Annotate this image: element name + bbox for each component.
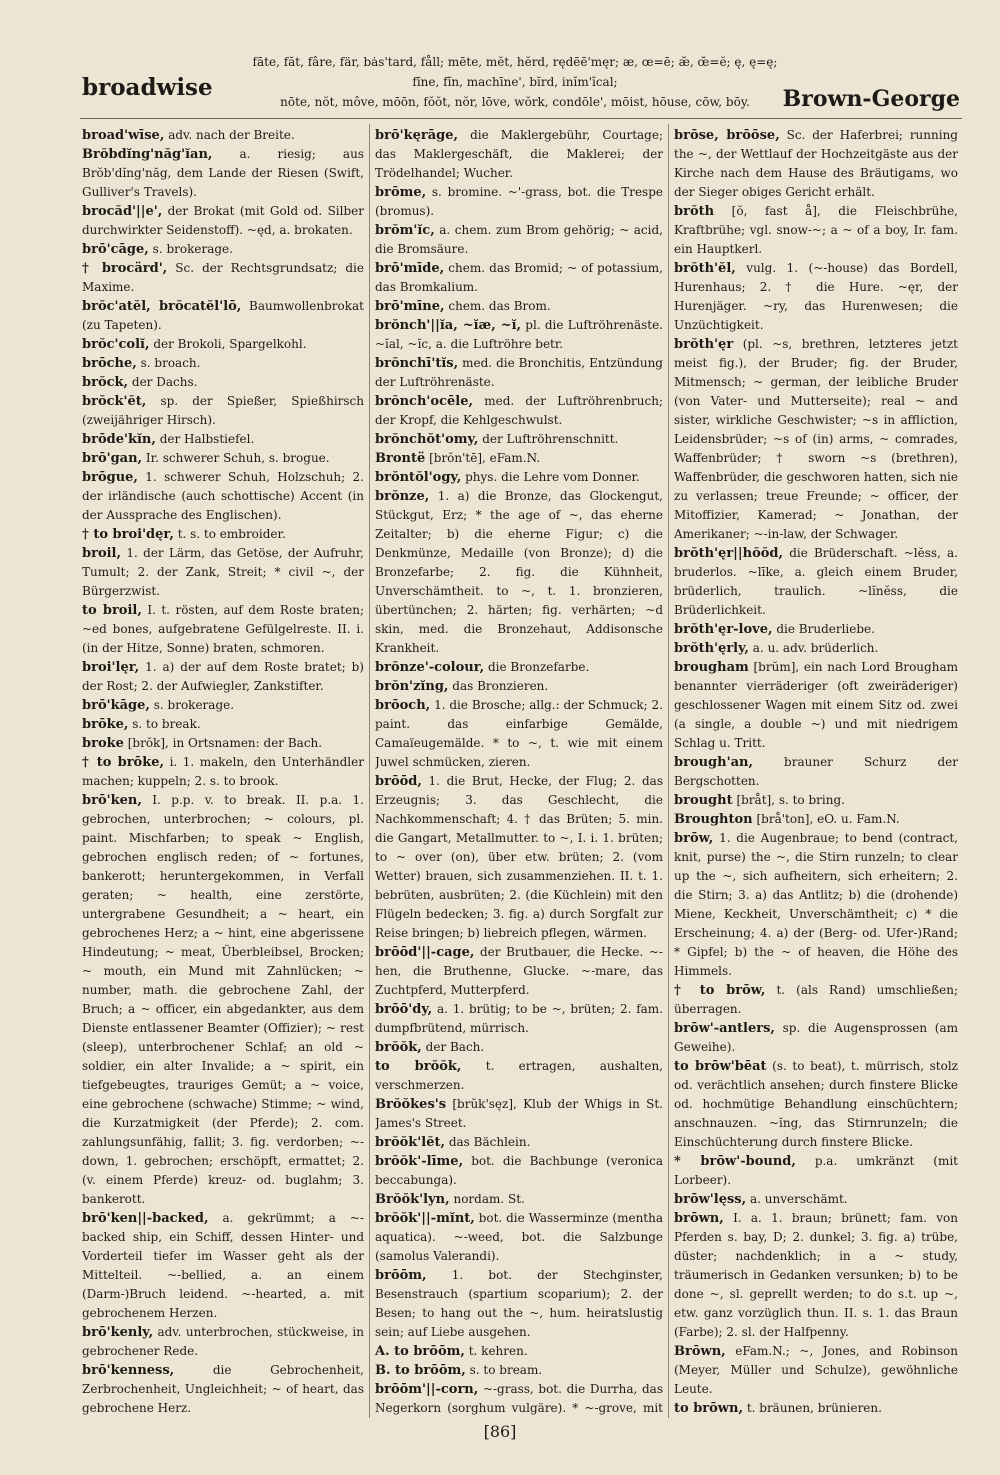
dictionary-entry: [674, 791, 958, 810]
entry-definition: 1. a) die Bronze, das Glockengut, Stückgut, Erz; * the age of ~, das eherne Zeitalter; b) die eherne Figur; c) die Denkmünze, Medaille (von Bronze); d) die Bronzefarbe; 2. fig. die Kühnheit, Unverschämtheit. to ~, t. 1. bronzieren, übertünchen; 2. härten; fig. verhärten; ~d skin, med. die Bronzehaut, Addisonsche Krankheit.: [375, 489, 663, 655]
entry-headword: brŏc'atĕl, brŏcatĕl'lō,: [82, 299, 242, 314]
entry-definition: t. s. to embroider.: [177, 527, 286, 541]
entry-definition: a. gekrümmt; a ~-backed ship, ein Schiff, dessen Hinter- und Vorderteil tiefer im Wasser geht als der Mittelteil. ~-bellied, a. an einem (Darm-)Bruch leidend. ~-hearted, a. mit gebrochenem Herzen.: [82, 1211, 364, 1320]
dictionary-entry: [375, 1361, 663, 1380]
entry-headword: brōw'-antlers,: [674, 1021, 775, 1036]
entry-definition: t. bräunen, brünieren.: [746, 1401, 882, 1415]
entry-definition: der Brokat (mit Gold od. Silber durchwirkter Seidenstoff). ~ęd, a. brokaten.: [82, 204, 364, 237]
entry-definition: s. to bream.: [469, 1363, 543, 1377]
entry-headword: brōōm,: [375, 1268, 427, 1283]
dictionary-entry: [82, 373, 364, 392]
dictionary-entry: [82, 126, 364, 145]
running-head-left: broadwise: [82, 74, 213, 101]
dictionary-entry: [375, 1038, 663, 1057]
dictionary-entry: [674, 544, 958, 620]
dictionary-entry: [82, 392, 364, 430]
entry-headword: brŏnze,: [375, 489, 430, 504]
entry-definition: 1. die Brosche; allg.: der Schmuck; 2. paint. das einfarbige Gemälde, Camaïeugemälde. * to ~, t. wie mit einem Juwel schmücken, zieren.: [375, 698, 663, 769]
entry-definition: das Bronzieren.: [452, 679, 549, 693]
dictionary-entry: [82, 525, 364, 544]
entry-headword: brougham: [674, 660, 749, 675]
entry-definition: 1. bot. der Stechginster, Besenstrauch (spartium scoparium); 2. der Besen; to hang out the ~, hum. heiratslustig sein; auf Liebe ausgehen.: [375, 1268, 663, 1339]
dictionary-entry: [375, 449, 663, 468]
entry-definition: phys. die Lehre vom Donner.: [465, 470, 640, 484]
column-3: [674, 126, 958, 1416]
dictionary-entry: [82, 696, 364, 715]
entry-definition: der Luftröhrenschnitt.: [482, 432, 619, 446]
entry-headword: brōōm'||-corn,: [375, 1382, 479, 1397]
entry-definition: der Brutbauer, die Hecke. ~-hen, die Bruthenne, Glucke. ~-mare, das Zuchtpferd, Mutterpferd.: [375, 945, 663, 997]
dictionary-entry: [375, 1095, 663, 1133]
entry-headword: Brŏbdĭng'năg'ĭan,: [82, 147, 213, 162]
entry-definition: s. bromine. ~'-grass, bot. die Trespe (bromus).: [375, 185, 663, 218]
entry-headword: brŏŏk'||-mĭnt,: [375, 1211, 475, 1226]
dictionary-entry: [674, 1019, 958, 1057]
dictionary-entry: [82, 544, 364, 601]
dictionary-entry: [674, 259, 958, 335]
entry-headword: brōse, brōōse,: [674, 128, 780, 143]
entry-headword: broke: [82, 736, 124, 751]
entry-definition: vulg. 1. (~-house) das Bordell, Hurenhaus; 2. † die Hure. ~ęr, der Hurenjäger. ~ry, das Hurenwesen; die Unzüchtigkeit.: [674, 261, 958, 332]
dictionary-entry: [82, 791, 364, 1209]
entry-definition: 1. schwerer Schuh, Holzschuh; 2. der irländische (auch schottische) Accent (in der Aussprache des Englischen).: [82, 470, 364, 522]
entry-definition: med. der Luftröhrenbruch; der Kropf, die Kehlgeschwulst.: [375, 394, 663, 427]
entry-headword: to brōwn,: [674, 1401, 743, 1416]
dictionary-entry: [674, 639, 958, 658]
dictionary-entry: [82, 145, 364, 202]
entry-headword: brō'ken||-backed,: [82, 1211, 209, 1226]
entry-definition: bot. die Wasserminze (mentha aquatica). ~-weed, bot. die Salzbunge (samolus Valerandi).: [375, 1211, 663, 1263]
entry-definition: I. t. rösten, auf dem Roste braten; ~ed bones, aufgebratene Gefülgelreste. II. i. (in der Hitze, Sonne) braten, schmoren.: [82, 603, 364, 655]
entry-definition: a. unverschämt.: [749, 1192, 848, 1206]
entry-headword: broad'wīse,: [82, 128, 165, 143]
dictionary-entry: [375, 259, 663, 297]
entry-headword: brŏth'ęr||hŏŏd,: [674, 546, 784, 561]
dictionary-entry: [674, 829, 958, 981]
entry-headword: brŏth'ęr: [674, 337, 734, 352]
dictionary-entry: [82, 734, 364, 753]
dictionary-entry: [82, 1361, 364, 1416]
dictionary-entry: [674, 335, 958, 544]
entry-headword: brōde'kĭn,: [82, 432, 156, 447]
entry-definition: (pl. ~s, brethren, letzteres jetzt meist fig.), der Bruder; fig. der Bruder, Mitmensch; ~ german, der leibliche Bruder (von Vater- und Mutterseite); real ~ and sister, wirkliche Geschwister; ~s in affliction, Leidensbrüder; ~s of (in) arms, ~ comrades, Waffenbrüder; † sworn ~s (brethren), Waffenbrüder, die geschworen hatten, sich nie zu verlassen; treue Freunde; ~ officer, der Mitoffizier, Kamerad; ~ Jonathan, der Amerikaner; ~-in-law, der Schwager.: [674, 337, 958, 541]
dictionary-entry: [375, 1342, 663, 1361]
dictionary-entry: [375, 297, 663, 316]
entry-headword: A. to brōōm,: [375, 1344, 465, 1359]
entry-headword: brōche,: [82, 356, 137, 371]
entry-definition: a. riesig; aus Brŏb'dĭng'năg, dem Lande der Riesen (Swift, Gulliver's Travels).: [82, 147, 364, 199]
entry-definition: die Brüderschaft. ~lĕss, a. bruderlos. ~līke, a. gleich einem Bruder, brüderlich, traulich. ~lĭnĕss, die Brüderlichkeit.: [674, 546, 958, 617]
dictionary-entry: [375, 1209, 663, 1266]
entry-definition: (s. to beat), t. mürrisch, stolz od. verächtlich ansehen; durch finstere Blicke od. hochmütige Behandlung einschüchtern; anschnauzen. ~ĭng, das Stirnrunzeln; die Einschüchterung durch finstere Blicke.: [674, 1059, 958, 1149]
entry-headword: brō'mīne,: [375, 299, 445, 314]
dictionary-entry: [375, 1057, 663, 1095]
dictionary-entry: [375, 1266, 663, 1342]
entry-definition: der Halbstiefel.: [159, 432, 255, 446]
dictionary-entry: [82, 658, 364, 696]
entry-headword: * brōw'-bound,: [674, 1154, 796, 1169]
entry-headword: brō'cāge,: [82, 242, 149, 257]
entry-headword: brō'gan,: [82, 451, 143, 466]
entry-definition: Sc. der Rechtsgrundsatz; die Maxime.: [82, 261, 364, 294]
entry-definition: I. p.p. v. to break. II. p.a. 1. gebrochen, unterbrochen; ~ colours, pl. paint. Mischfarben; to speak ~ English, gebrochen englisch reden; of ~ fortunes, bankerott; heruntergekommen, in Verfall geraten; ~ health, eine zerstörte, untergrabene Gesundheit; a ~ heart, ein gebrochenes Herz; a ~ hint, eine abgerissene Hindeutung; ~ meat, Überbleibsel, Brocken; ~ mouth, ein Mund mit Zahnlücken; ~ number, math. die gebrochene Zahl, der Bruch; a ~ officer, ein abgedankter, aus dem Dienste entlassener Beamter (Offizier); ~ rest (sleep), unterbrochener Schlaf; an old ~ soldier, ein alter Invalide; a ~ spirit, ein tiefgebeugtes, trauriges Gemüt; a ~ voice, eine gebrochene (schwache) Stimme; ~ wind, die Kurzatmigkeit (der Pferde); 2. com. zahlungsunfähig, fallit; 3. fig. verdorben; ~-down, 1. gebrochen; erschöpft, ermattet; 2. (v. einem Pferde) kreuz- od. buglahm; 3. bankerott.: [82, 793, 364, 1206]
dictionary-entry: [82, 715, 364, 734]
entry-definition: 1. die Augenbraue; to bend (contract, knit, purse) the ~, die Stirn runzeln; to clear up the ~, sich aufheitern, sich erheitern; 2. die Stirn; 3. a) das Antlitz; b) die (drohende) Miene, Keckheit, Unverschämtheit; c) * die Erscheinung; 4. a) der (Berg- od. Ufer-)Rand; * Gipfel; b) the ~ of heaven, die Höhe des Himmels.: [674, 831, 958, 978]
dictionary-entry: [82, 1323, 364, 1361]
entry-definition: der Bach.: [425, 1040, 485, 1054]
dictionary-entry: [82, 297, 364, 335]
entry-definition: 1. a) der auf dem Roste bratet; b) der Rost; 2. der Aufwiegler, Zankstifter.: [82, 660, 364, 693]
dictionary-entry: [375, 354, 663, 392]
dictionary-entry: [375, 392, 663, 430]
entry-headword: † to brōw,: [674, 983, 766, 998]
dictionary-entry: [674, 981, 958, 1019]
entry-headword: brŏnch'ocēle,: [375, 394, 474, 409]
dictionary-entry: [674, 1342, 958, 1399]
entry-headword: brō'kęrāge,: [375, 128, 459, 143]
dictionary-entry: [82, 601, 364, 658]
entry-definition: adv. nach der Breite.: [168, 128, 295, 142]
entry-headword: Brŏŏkes's: [375, 1097, 447, 1112]
entry-headword: brŏnchŏt'omy,: [375, 432, 479, 447]
entry-headword: brŏn'zĭng,: [375, 679, 449, 694]
dictionary-entry: [375, 126, 663, 183]
entry-headword: brŏm'ĭc,: [375, 223, 435, 238]
entry-definition: die Gebrochenheit, Zerbrochenheit, Ungleichheit; ~ of heart, das gebrochene Herz.: [82, 1363, 364, 1415]
entry-definition: Baumwollenbrokat (zu Tapeten).: [82, 299, 364, 332]
entry-definition: p.a. umkränzt (mit Lorbeer).: [674, 1154, 958, 1187]
dictionary-entry: [674, 1152, 958, 1190]
entry-definition: 1. der Lärm, das Getöse, der Aufruhr, Tumult; 2. der Zank, Streit; * civil ~, der Bürgerzwist.: [82, 546, 364, 598]
entry-headword: Brōwn,: [674, 1344, 726, 1359]
pronunciation-key-line: fīne, fĭn, machīne', bĭrd, inĭm'ĭcal;: [412, 75, 618, 89]
entry-definition: a. u. adv. brüderlich.: [752, 641, 879, 655]
dictionary-entry: [674, 202, 958, 259]
entry-definition: chem. das Brom.: [448, 299, 551, 313]
dictionary-entry: [375, 772, 663, 943]
entry-definition: [brŭk'sęz], Klub der Whigs in St. James's Street.: [375, 1097, 663, 1130]
entry-definition: [brŏn'tē], eFam.N.: [429, 451, 541, 465]
entry-headword: to broil,: [82, 603, 142, 618]
entry-definition: [brŏk], in Ortsnamen: der Bach.: [127, 736, 323, 750]
entry-headword: to brōw'bēat: [674, 1059, 767, 1074]
dictionary-entry: [375, 1380, 663, 1416]
entry-definition: med. die Bronchitis, Entzündung der Luftröhrenäste.: [375, 356, 663, 389]
entry-definition: [brå'ton], eO. u. Fam.N.: [756, 812, 900, 826]
dictionary-entry: [674, 753, 958, 791]
entry-definition: 1. die Brut, Hecke, der Flug; 2. das Erzeugnis; 3. das Geschlecht, die Nachkommenschaft; 4. † das Brüten; 5. min. die Gangart, Metallmutter. to ~, I. i. 1. brüten; to ~ over (on), über etw. brüten; 2. (vom Wetter) brauen, sich zusammenziehen. II. t. 1. bebrüten, ausbrüten; 2. (die Küchlein) mit den Flügeln bedecken; 3. fig. a) durch Sorgfalt zur Reise bringen; b) liebreich pflegen, wärmen.: [375, 774, 663, 940]
entry-headword: Brontë: [375, 451, 426, 466]
dictionary-entry: [674, 1190, 958, 1209]
entry-headword: brōō'dy,: [375, 1002, 433, 1017]
entry-headword: brŏth'ęr-love,: [674, 622, 773, 637]
entry-headword: brŏth'ĕl,: [674, 261, 736, 276]
entry-definition: sp. die Augensprossen (am Geweihe).: [674, 1021, 958, 1054]
entry-definition: adv. unterbrochen, stückweise, in gebrochener Rede.: [82, 1325, 364, 1358]
pronunciation-key-line: nōte, nŏt, môve, mōōn, fŏŏt, nŏr, lōve, wŏrk, condōle', mōist, hōuse, cōw, bōy.: [280, 95, 750, 109]
pronunciation-key-line: fāte, făt, fâre, fär, bȧs'tard, fåll; mēte, mĕt, hĕrd, rędēē'męr; æ, œ=ē; æ̆, œ̆=ĕ; ę, ę=ę;: [252, 55, 778, 69]
entry-definition: t. ertragen, aushalten, verschmerzen.: [375, 1059, 663, 1092]
entry-headword: Brŏŏk'lyn,: [375, 1192, 450, 1207]
entry-headword: brŏŏk'-līme,: [375, 1154, 464, 1169]
entry-definition: t. (als Rand) umschließen; überragen.: [674, 983, 958, 1016]
dictionary-entry: [375, 468, 663, 487]
entry-headword: brōme,: [375, 185, 427, 200]
entry-definition: die Bruderliebe.: [776, 622, 875, 636]
entry-definition: die Maklergebühr, Courtage; das Maklergeschäft, die Maklerei; der Trödelhandel; Wucher.: [375, 128, 663, 180]
entry-headword: broil,: [82, 546, 122, 561]
dictionary-entry: [82, 1209, 364, 1323]
entry-headword: brōw,: [674, 831, 714, 846]
entry-headword: brŏnze'-colour,: [375, 660, 485, 675]
entry-headword: brocăd'||e',: [82, 204, 163, 219]
entry-definition: i. 1. makeln, den Unterhändler machen; kuppeln; 2. s. to brook.: [82, 755, 364, 788]
dictionary-entry: [82, 259, 364, 297]
entry-headword: Broughton: [674, 812, 753, 827]
entry-headword: brŏnchī'tĭs,: [375, 356, 459, 371]
entry-definition: brauner Schurz der Bergschotten.: [674, 755, 958, 788]
entry-headword: brŏth: [674, 204, 715, 219]
dictionary-entry: [82, 354, 364, 373]
entry-definition: a. 1. brütig; to be ~, brüten; 2. fam. dumpfbrütend, mürrisch.: [375, 1002, 663, 1035]
dictionary-entry: [375, 696, 663, 772]
entry-definition: der Brokoli, Spargelkohl.: [153, 337, 307, 351]
entry-headword: brough'an,: [674, 755, 753, 770]
entry-definition: Ir. schwerer Schuh, s. brogue.: [145, 451, 330, 465]
entry-headword: broi'lęr,: [82, 660, 140, 675]
entry-definition: bot. die Bachbunge (veronica beccabunga).: [375, 1154, 663, 1187]
entry-definition: [brŭm], ein nach Lord Brougham benannter vierräderiger (oft zweiräderiger) geschlossener Wagen mit einem Sitz od. zwei (a single, a double ~) und mit niedrigem Schlag u. Tritt.: [674, 660, 958, 750]
dictionary-entry: [375, 430, 663, 449]
dictionary-entry: [674, 620, 958, 639]
entry-definition: pl. die Luftröhrenäste. ~ĭal, ~ĭc, a. die Luftröhre betr.: [375, 318, 663, 351]
entry-headword: brŏck'ĕt,: [82, 394, 147, 409]
entry-definition: s. brokerage.: [153, 698, 235, 712]
entry-definition: nordam. St.: [453, 1192, 525, 1206]
entry-definition: chem. das Bromid; ~ of potassium, das Bromkalium.: [375, 261, 663, 294]
dictionary-entry: [375, 1152, 663, 1190]
dictionary-entry: [375, 487, 663, 658]
entry-headword: brŏc'colĭ,: [82, 337, 150, 352]
entry-definition: s. brokerage.: [152, 242, 233, 256]
dictionary-entry: [82, 240, 364, 259]
entry-headword: brōgue,: [82, 470, 138, 485]
entry-headword: brŏth'ęrly,: [674, 641, 749, 656]
entry-headword: brŏŏk'lĕt,: [375, 1135, 446, 1150]
dictionary-entry: [82, 449, 364, 468]
entry-definition: das Bächlein.: [448, 1135, 531, 1149]
column-divider: [668, 124, 669, 1418]
dictionary-entry: [82, 753, 364, 791]
entry-definition: sp. der Spießer, Spießhirsch (zweijähriger Hirsch).: [82, 394, 364, 427]
dictionary-entry: [375, 183, 663, 221]
entry-headword: brō'mīde,: [375, 261, 445, 276]
entry-definition: a. chem. zum Brom gehörig; ~ acid, die Bromsäure.: [375, 223, 663, 256]
entry-headword: † brocärd',: [82, 261, 168, 276]
entry-headword: brō'kāge,: [82, 698, 150, 713]
entry-headword: brōōd,: [375, 774, 422, 789]
entry-headword: brō'kenness,: [82, 1363, 175, 1378]
dictionary-entry: [375, 1000, 663, 1038]
dictionary-entry: [674, 810, 958, 829]
entry-headword: brōwn,: [674, 1211, 724, 1226]
entry-headword: † to brōke,: [82, 755, 165, 770]
page-number: [86]: [483, 1422, 517, 1441]
entry-definition: I. a. 1. braun; brünett; fam. von Pferden s. bay, D; 2. dunkel; 3. fig. a) trübe, düster; nachdenklich; in a ~ study, träumerisch in Gedanken versunken; b) to be done ~, sl. geprellt werden; to do s.t. up ~, etw. ganz vorzüglich thun. II. s. 1. das Braun (Farbe); 2. sl. der Halfpenny.: [674, 1211, 958, 1339]
entry-headword: brōōd'||-cage,: [375, 945, 475, 960]
entry-headword: brō'ken,: [82, 793, 142, 808]
dictionary-entry: [375, 1133, 663, 1152]
entry-headword: brō'kenly,: [82, 1325, 154, 1340]
header-rule: [80, 118, 962, 119]
entry-headword: brŏntŏl'ogy,: [375, 470, 462, 485]
entry-definition: s. broach.: [140, 356, 201, 370]
dictionary-entry: [82, 202, 364, 240]
entry-definition: s. to break.: [132, 717, 201, 731]
dictionary-entry: [82, 430, 364, 449]
dictionary-entry: [674, 1209, 958, 1342]
entry-definition: [ŏ, fast å], die Fleischbrühe, Kraftbrühe; vgl. snow-~; a ~ of a boy, Ir. fam. ein Hauptkerl.: [674, 204, 958, 256]
dictionary-entry: [375, 658, 663, 677]
entry-headword: brought: [674, 793, 733, 808]
entry-headword: brōoch,: [375, 698, 431, 713]
entry-definition: [bråt], s. to bring.: [736, 793, 845, 807]
running-head-right: Brown-George: [782, 86, 960, 112]
column-1: [82, 126, 364, 1416]
dictionary-entry: [82, 468, 364, 525]
entry-headword: brōke,: [82, 717, 129, 732]
dictionary-entry: [375, 221, 663, 259]
dictionary-entry: [674, 658, 958, 753]
entry-headword: † to broi'dęr,: [82, 527, 174, 542]
dictionary-entry: [674, 126, 958, 202]
dictionary-entry: [674, 1399, 958, 1416]
entry-definition: t. kehren.: [468, 1344, 528, 1358]
dictionary-entry: [375, 1190, 663, 1209]
column-divider: [369, 124, 370, 1418]
dictionary-entry: [375, 677, 663, 696]
entry-headword: brŏnch'||ĭa, ~ĭæ, ~ĭ,: [375, 318, 522, 333]
entry-headword: brŏŏk,: [375, 1040, 422, 1055]
dictionary-entry: [375, 316, 663, 354]
pronunciation-key: [232, 52, 798, 112]
entry-headword: to brŏŏk,: [375, 1059, 462, 1074]
entry-headword: brōw'lęss,: [674, 1192, 747, 1207]
column-2: [375, 126, 663, 1416]
entry-definition: eFam.N.; ~, Jones, and Robinson (Meyer, Müller und Schulze), gewöhnliche Leute.: [674, 1344, 958, 1396]
entry-definition: Sc. der Haferbrei; running the ~, der Wettlauf der Hochzeitgäste aus der Kirche nach dem Hause des Bräutigams, wo der Sieger obiges Gericht erhält.: [674, 128, 958, 199]
dictionary-entry: [375, 943, 663, 1000]
entry-headword: brŏck,: [82, 375, 129, 390]
entry-definition: ~-grass, bot. die Durrha, das Negerkorn (sorghum vulgäre). * ~-grove, mit: [375, 1382, 663, 1415]
entry-definition: die Bronzefarbe.: [488, 660, 590, 674]
dictionary-entry: [674, 1057, 958, 1152]
entry-headword: B. to brōōm,: [375, 1363, 466, 1378]
entry-definition: der Dachs.: [131, 375, 198, 389]
dictionary-entry: [82, 335, 364, 354]
